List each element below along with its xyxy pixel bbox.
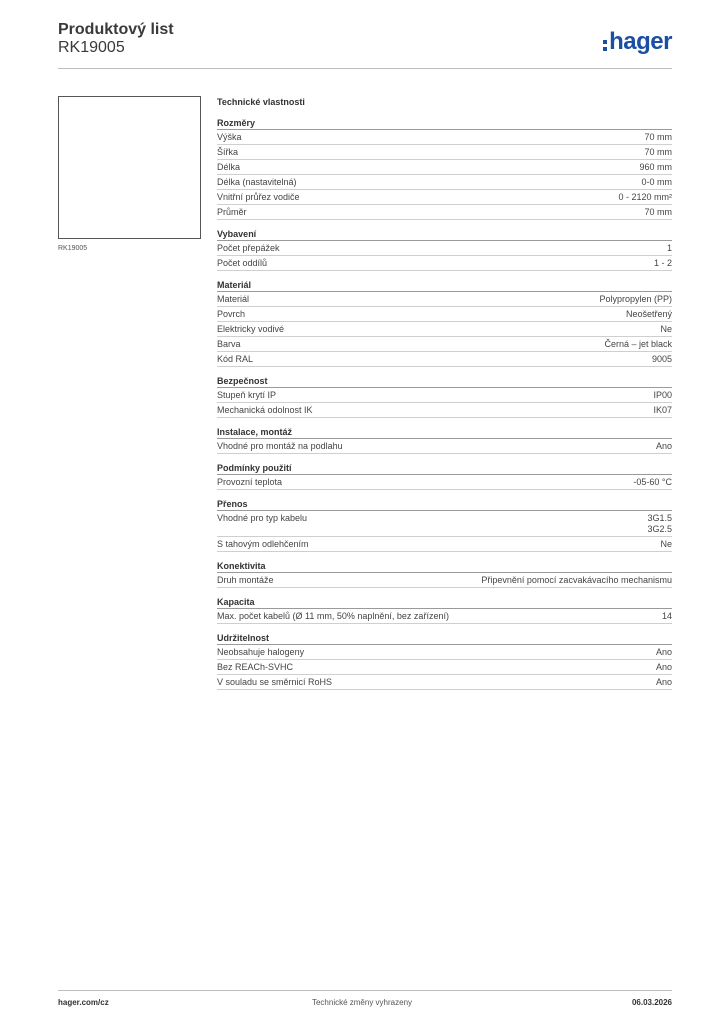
spec-value: -05-60 °C [633,477,672,487]
page-title: Produktový list [58,21,174,38]
spec-value: 1 [666,243,672,253]
spec-group [217,633,672,690]
spec-group-title: Instalace, montáž [217,427,672,439]
spec-row [217,352,672,367]
spec-group-title: Rozměry [217,118,672,130]
spec-row [217,322,672,337]
spec-group-title: Kapacita [217,597,672,609]
spec-label: Bez REACh-SVHC [217,662,294,672]
product-image-caption: RK19005 [58,245,88,252]
spec-label: Materiál [217,294,250,304]
spec-row [217,190,672,205]
spec-value: Ano [655,677,672,687]
spec-row [217,388,672,403]
spec-label: Povrch [217,309,246,319]
spec-row [217,130,672,145]
spec-label: Výška [217,132,242,142]
hager-logo [603,28,672,56]
spec-label: Mechanická odolnost IK [217,405,313,415]
specs-title: Technické vlastnosti [217,97,305,107]
spec-row [217,645,672,660]
spec-row [217,241,672,256]
spec-value: IK07 [653,405,672,415]
spec-row [217,292,672,307]
footer-date: 06.03.2026 [631,998,672,1007]
spec-label: S tahovým odlehčením [217,539,309,549]
spec-label: Vhodné pro typ kabelu [217,513,308,523]
spec-row [217,175,672,190]
header-divider [58,68,672,69]
spec-row [217,307,672,322]
spec-value: 0-0 mm [641,177,672,187]
spec-row [217,475,672,490]
spec-value: Ano [655,647,672,657]
spec-value: Ne [660,539,672,549]
footer-divider [58,990,672,991]
spec-row [217,511,672,537]
spec-label: Počet přepážek [217,243,280,253]
spec-group-title: Materiál [217,280,672,292]
spec-label: Průměr [217,207,247,217]
spec-value: 960 mm [639,162,672,172]
spec-label: Stupeň krytí IP [217,390,277,400]
spec-group [217,463,672,490]
logo-text: hager [609,28,672,55]
spec-value: Ne [660,324,672,334]
spec-row [217,537,672,552]
logo-dots-icon [603,40,607,51]
spec-label: Neobsahuje halogeny [217,647,305,657]
spec-label: Barva [217,339,241,349]
spec-row [217,403,672,418]
spec-row [217,145,672,160]
spec-label: Délka [217,162,241,172]
spec-label: Délka (nastavitelná) [217,177,297,187]
spec-row [217,573,672,588]
spec-value: 9005 [651,354,672,364]
spec-row [217,337,672,352]
specs-section [217,96,672,699]
product-image-placeholder [58,96,201,239]
spec-label: Elektricky vodivé [217,324,285,334]
spec-row [217,205,672,220]
spec-row [217,609,672,624]
spec-value: Ano [655,441,672,451]
spec-group [217,597,672,624]
spec-value: Připevnění pomocí zacvakávacího mechanismu [481,575,672,585]
spec-row [217,675,672,690]
spec-label: Vhodné pro montáž na podlahu [217,441,343,451]
spec-label: Max. počet kabelů (Ø 11 mm, 50% naplnění, bez zařízení) [217,611,449,621]
spec-group-title: Podmínky použití [217,463,672,475]
spec-value: 70 mm [644,147,672,157]
spec-group [217,280,672,367]
spec-value: 70 mm [644,132,672,142]
spec-value: 70 mm [644,207,672,217]
footer-note: Technické změny vyhrazeny [311,998,413,1007]
spec-value: IP00 [653,390,672,400]
spec-group [217,118,672,220]
spec-value: Ano [655,662,672,672]
footer-website-link[interactable]: hager.com/cz [58,998,109,1007]
spec-label: Druh montáže [217,575,274,585]
spec-row [217,160,672,175]
spec-label: Počet oddílů [217,258,268,268]
spec-row [217,660,672,675]
product-code: RK19005 [58,39,125,56]
spec-group-title: Přenos [217,499,672,511]
spec-label: Provozní teplota [217,477,283,487]
spec-group [217,427,672,454]
spec-value: Polypropylen (PP) [599,294,672,304]
spec-label: Kód RAL [217,354,254,364]
spec-value: 3G1.5 3G2.5 [647,513,672,534]
spec-label: V souladu se směrnicí RoHS [217,677,333,687]
spec-label: Šířka [217,147,239,157]
spec-label: Vnitřní průřez vodiče [217,192,300,202]
spec-group-title: Udržitelnost [217,633,672,645]
spec-group-title: Bezpečnost [217,376,672,388]
spec-groups [217,118,672,690]
spec-group-title: Konektivita [217,561,672,573]
spec-value: Černá – jet black [604,339,672,349]
spec-value: Neošetřený [625,309,672,319]
spec-value: 0 - 2120 mm² [618,192,672,202]
spec-row [217,256,672,271]
spec-value: 1 - 2 [653,258,672,268]
spec-group-title: Vybavení [217,229,672,241]
spec-group [217,499,672,552]
spec-group [217,229,672,271]
spec-group [217,561,672,588]
spec-row [217,439,672,454]
spec-group [217,376,672,418]
spec-value: 14 [661,611,672,621]
